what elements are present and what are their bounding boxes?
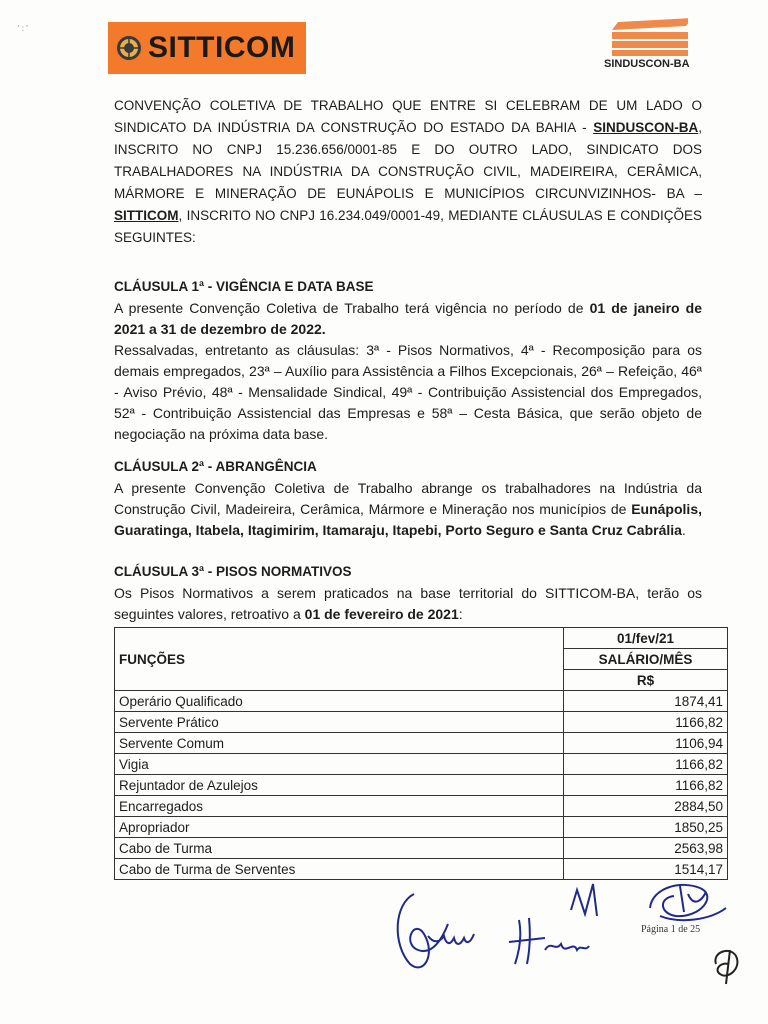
table-row: [115, 796, 728, 817]
funcao-cell: Apropriador: [115, 817, 564, 838]
intro-part-3: , INSCRITO NO CNPJ 16.234.049/0001-49, MEDIANTE CLÁUSULAS E CONDIÇÕES SEGUINTES:: [114, 208, 702, 245]
sitticom-seal-icon: [116, 35, 142, 61]
signature-1: [384, 884, 484, 980]
table-row: [115, 733, 728, 754]
table-row: [115, 712, 728, 733]
clause-2-title: CLÁUSULA 2ª - ABRANGÊNCIA: [114, 459, 317, 474]
currency-header: R$: [564, 670, 728, 691]
sitticom-logo: [108, 22, 306, 74]
funcao-cell: Cabo de Turma de Serventes: [115, 859, 564, 880]
valor-cell: 1166,82: [564, 754, 728, 775]
sinduscon-logo: [600, 18, 700, 74]
clause-1-title: CLÁUSULA 1ª - VIGÊNCIA E DATA BASE: [114, 279, 374, 294]
clause-2: [114, 456, 702, 541]
sitticom-logo-text: SITTICOM: [148, 31, 296, 64]
table-row: [115, 817, 728, 838]
clause-1: [114, 276, 702, 445]
clause-2-text: A presente Convenção Coletiva de Trabalho abrange os trabalhadores na Indústria da Construção Civil, Madeireira, Cerâmica, Mármore e Mineração nos municípios de: [114, 480, 702, 517]
valor-cell: 1874,41: [564, 691, 728, 712]
intro-paragraph: [114, 95, 702, 249]
clause-1-text: A presente Convenção Coletiva de Trabalho terá vigência no período de: [114, 300, 590, 316]
clause-2-municipalities: Eunápolis, Guaratinga, Itabela, Itagimirim, Itamaraju, Itapebi, Porto Seguro e Santa Cruz Cabrália: [114, 501, 702, 538]
funcao-cell: Vigia: [115, 754, 564, 775]
sinduscon-mark-icon: [606, 18, 688, 58]
initials-mark: [708, 944, 748, 988]
clause-3-title: CLÁUSULA 3ª - PISOS NORMATIVOS: [114, 564, 352, 579]
table-row: [115, 859, 728, 880]
clause-3-end: :: [458, 606, 463, 622]
funcao-cell: Servente Prático: [115, 712, 564, 733]
signature-3: [640, 878, 730, 928]
funcao-cell: Cabo de Turma: [115, 838, 564, 859]
valor-cell: 2884,50: [564, 796, 728, 817]
clause-3: [114, 561, 702, 625]
table-header-row-1: [115, 628, 728, 649]
clause-3-paragraph: [114, 583, 702, 625]
valor-cell: 2563,98: [564, 838, 728, 859]
col-funcoes-header: FUNÇÕES: [115, 628, 564, 691]
valor-cell: 1106,94: [564, 733, 728, 754]
funcao-cell: Operário Qualificado: [115, 691, 564, 712]
page-number: Página 1 de 25: [641, 924, 701, 935]
funcao-cell: Encarregados: [115, 796, 564, 817]
table-row: [115, 691, 728, 712]
salary-header: SALÁRIO/MÊS: [564, 649, 728, 670]
date-header: 01/fev/21: [564, 628, 728, 649]
clause-1-period: 01 de janeiro de 2021 a 31 de dezembro de 2022.: [114, 300, 702, 337]
pisos-table: [114, 627, 728, 880]
clause-3-text: Os Pisos Normativos a serem praticados na base territorial do SITTICOM-BA, terão os seguintes valores, retroativo a: [114, 585, 702, 622]
sinduscon-logo-text: SINDUSCON-BA: [604, 58, 690, 70]
table-row: [115, 838, 728, 859]
valor-cell: 1166,82: [564, 712, 728, 733]
intro-sinduscon: SINDUSCON-BA: [593, 120, 699, 135]
clause-2-paragraph: [114, 478, 702, 541]
clause-2-end: .: [681, 522, 686, 538]
valor-cell: 1514,17: [564, 859, 728, 880]
valor-cell: 1850,25: [564, 817, 728, 838]
valor-cell: 1166,82: [564, 775, 728, 796]
clause-3-date: 01 de fevereiro de 2021: [304, 606, 459, 622]
table-row: [115, 775, 728, 796]
signature-2: [505, 880, 615, 970]
intro-part-2: , INSCRITO NO CNPJ 15.236.656/0001-85 E DO OUTRO LADO, SINDICATO DOS TRABALHADORES NA INDÚSTRIA DA CONSTRUÇÃO CIVIL, MADEIREIRA, CERÂMICA, MÁRMORE E MINERAÇÃO DE EUNÁPOLIS E MUNICÍPIOS CIRCUNVIZINHOS- BA –: [114, 120, 702, 201]
clause-1-paragraph-1: [114, 298, 702, 340]
clause-1-paragraph-2: Ressalvadas, entretanto as cláusulas: 3ª - Pisos Normativos, 4ª - Recomposição para os demais empregados, 23ª – Auxílio para Assistência a Filhos Excepcionais, 26ª – Refeição, 46ª - Aviso Prévio, 48ª - Mensalidade Sindical, 49ª - Contribuição Assistencial dos Empregados, 52ª - Contribuição Assistencial das Empresas e 58ª – Cesta Básica, que serão objeto de negociação na próxima data base.: [114, 342, 702, 442]
funcao-cell: Servente Comum: [115, 733, 564, 754]
intro-part-1: CONVENÇÃO COLETIVA DE TRABALHO QUE ENTRE SI CELEBRAM DE UM LADO O SINDICATO DA INDÚSTRIA DA CONSTRUÇÃO DO ESTADO DA BAHIA -: [114, 98, 702, 135]
intro-sitticom: SITTICOM: [114, 208, 179, 223]
table-row: [115, 754, 728, 775]
funcao-cell: Rejuntador de Azulejos: [115, 775, 564, 796]
scan-artifact: ' : ': [18, 24, 28, 33]
